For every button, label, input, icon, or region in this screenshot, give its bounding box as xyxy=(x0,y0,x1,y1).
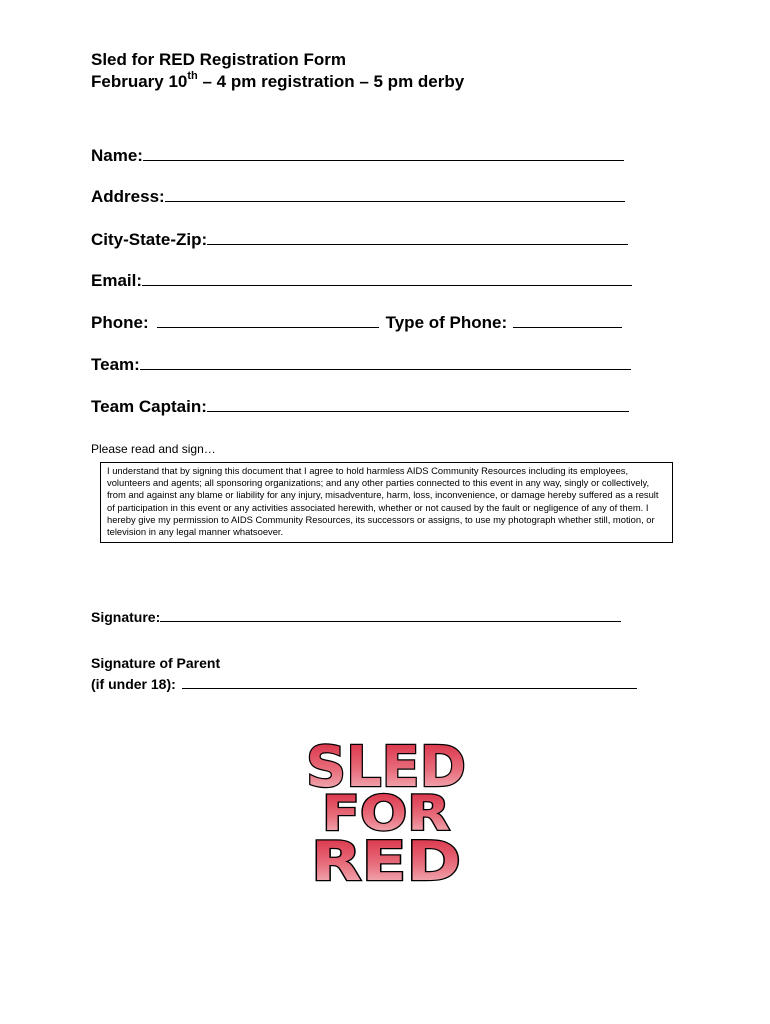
parent-signature-field[interactable] xyxy=(91,674,637,693)
team-captain-field[interactable] xyxy=(91,394,629,417)
parent-signature-line[interactable] xyxy=(182,674,637,689)
event-date-line: February 10th – 4 pm registration – 5 pm derby xyxy=(91,70,465,91)
email-line[interactable] xyxy=(142,268,632,286)
parent-signature-title: Signature of Parent xyxy=(91,655,221,671)
sled-for-red-logo xyxy=(300,732,472,884)
email-label: Email: xyxy=(91,271,143,290)
name-field[interactable] xyxy=(91,143,624,166)
parent-signature-label: (if under 18): xyxy=(91,676,176,692)
name-label: Name: xyxy=(91,146,143,165)
signature-line[interactable] xyxy=(160,607,621,622)
phone-label: Phone: xyxy=(91,313,149,332)
signature-field[interactable] xyxy=(91,607,621,626)
read-and-sign-instruction: Please read and sign… xyxy=(91,442,216,456)
waiver-box xyxy=(100,462,673,543)
address-label: Address: xyxy=(91,187,165,206)
logo-line-red: RED xyxy=(311,830,461,884)
type-of-phone-label: Type of Phone: xyxy=(385,313,508,332)
signature-label: Signature: xyxy=(91,609,161,625)
team-label: Team: xyxy=(91,355,140,374)
address-line[interactable] xyxy=(165,184,625,202)
phone-field[interactable] xyxy=(91,310,622,333)
city-state-zip-field[interactable] xyxy=(91,227,628,250)
name-line[interactable] xyxy=(143,143,624,161)
city-state-zip-line[interactable] xyxy=(207,227,628,245)
email-field[interactable] xyxy=(91,268,632,291)
team-line[interactable] xyxy=(140,352,631,370)
team-field[interactable] xyxy=(91,352,631,375)
form-title: Sled for RED Registration Form xyxy=(91,50,347,69)
type-of-phone-line[interactable] xyxy=(513,310,622,328)
phone-line[interactable] xyxy=(157,310,379,328)
logo-line-for: FOR xyxy=(322,786,450,842)
address-field[interactable] xyxy=(91,184,625,207)
logo-line-sled: SLED xyxy=(306,735,466,800)
waiver-text: I understand that by signing this document that I agree to hold harmless AIDS Community Resources including its employees, volunteers and agents; all sponsoring organizations; and any other parties connected to this event in any way, singly or collectively, from and against any blame or liability for any injury, misadventure, harm, loss, inconvenience, or damage hereby suffered as a result of participation in this event or any activities associated herewith, whether or not caused by the fault or negligence of any of them. I hereby give my permission to AIDS Community Resources, its successors or assigns, to use my photograph whether still, motion, or television in any legal manner whatsoever. xyxy=(107,465,659,538)
team-captain-label: Team Captain: xyxy=(91,397,207,416)
team-captain-line[interactable] xyxy=(207,394,629,412)
city-state-zip-label: City-State-Zip: xyxy=(91,230,208,249)
